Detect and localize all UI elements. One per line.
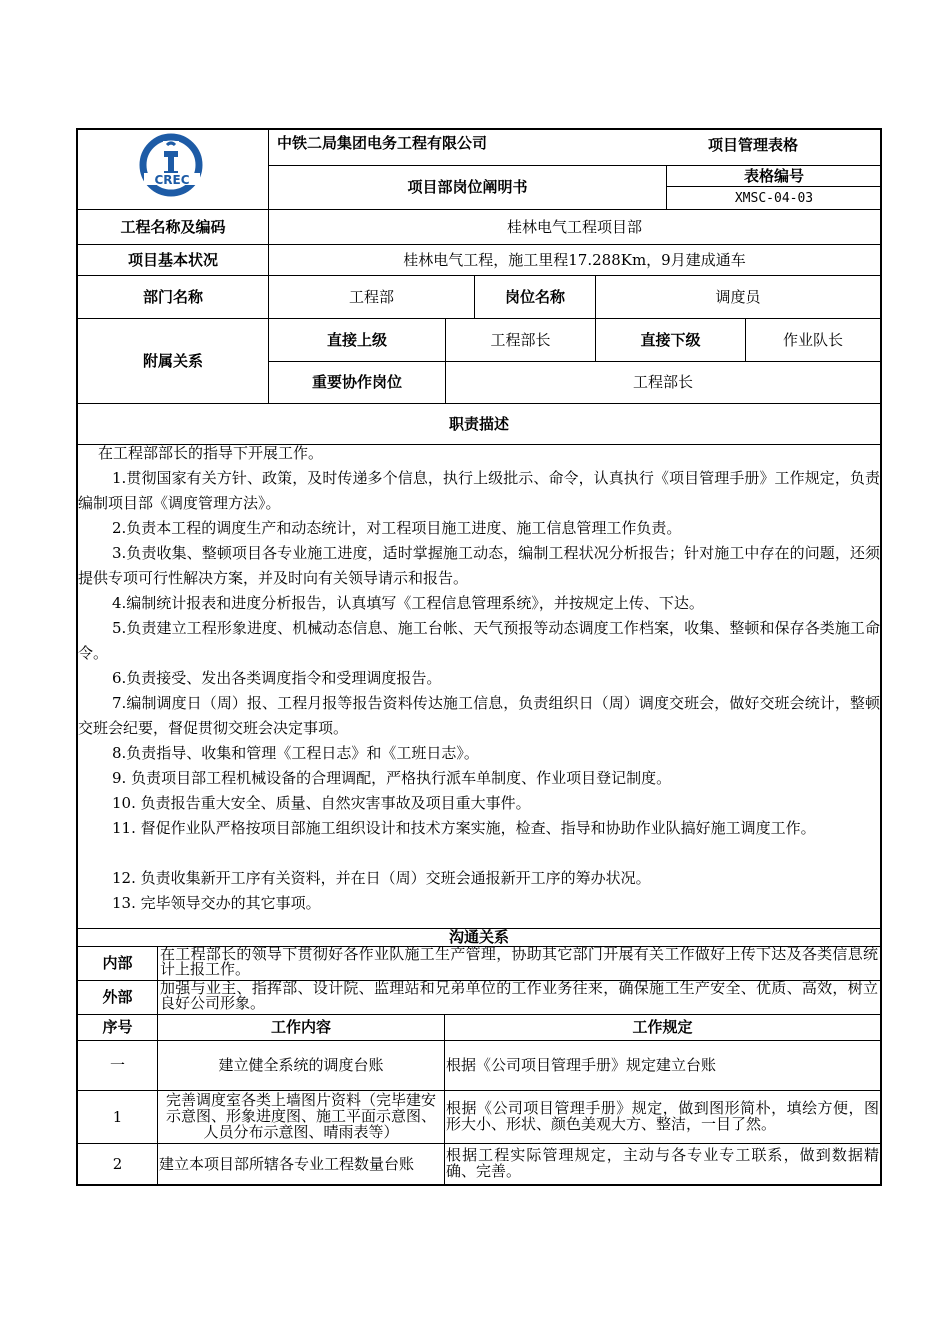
- subordinate-value: 作业队长: [782, 330, 843, 349]
- duty-item-8: 8.负责指导、收集和管理《工程日志》和《工班日志》。: [112, 744, 479, 762]
- col-header-content: 工作内容: [270, 1018, 331, 1036]
- subordinate-label: 直接下级: [640, 330, 701, 349]
- dept-value: 工程部: [348, 287, 394, 306]
- duty-item-1: 1.贯彻国家有关方针、政策，及时传递多个信息，执行上级批示、命令，认真执行《项目管理手册》工作规定，负责编制项目部《调度管理方法》。: [78, 469, 880, 512]
- status-label: 项目基本状况: [127, 250, 218, 269]
- form-number-label: 表格编号: [743, 166, 804, 185]
- duty-item-5: 5.负责建立工程形象进度、机械动态信息、施工台帐、天气预报等动态调度工作档案，收集、整顿和保存各类施工命令。: [78, 619, 880, 662]
- duty-item-6: 6.负责接受、发出各类调度指令和受理调度报告。: [112, 669, 442, 687]
- dept-label: 部门名称: [142, 287, 203, 306]
- duty-item-10: 10. 负责报告重大安全、质量、自然灾害事故及项目重大事件。: [112, 794, 531, 812]
- row-3-content: 建立本项目部所辖各专业工程数量台账: [159, 1154, 415, 1173]
- post-value: 调度员: [715, 287, 761, 306]
- external-label: 外部: [102, 988, 133, 1006]
- superior-label: 直接上级: [326, 330, 387, 349]
- duty-item-4: 4.编制统计报表和进度分析报告，认真填写《工程信息管理系统》，并按规定上传、下达。: [112, 594, 704, 612]
- company-name: 中铁二局集团电务工程有限公司: [277, 133, 488, 152]
- coop-label: 重要协作岗位: [311, 373, 402, 391]
- duties-title: 职责描述: [448, 414, 509, 433]
- form-category: 项目管理表格: [707, 135, 798, 154]
- row-3-rule: 根据工程实际管理规定，主动与各专业专工联系，做到数据精确、完善。: [446, 1146, 879, 1180]
- form-number: XMSC-04-03: [734, 190, 814, 206]
- post-label: 岗位名称: [504, 287, 565, 306]
- duty-item-11: 11. 督促作业队严格按项目部施工组织设计和技术方案实施，检查、指导和协助作业队搞好施工调度工作。: [112, 819, 816, 837]
- row-3-no: 2: [112, 1154, 123, 1173]
- project-name: 桂林电气工程项目部: [506, 217, 642, 236]
- duty-item-7: 7.编制调度日（周）报、工程月报等报告资料传达施工信息，负责组织日（周）调度交班会，做好交班会统计，整顿交班会纪要，督促贯彻交班会决定事项。: [78, 694, 880, 737]
- duty-item-9: 9. 负责项目部工程机械设备的合理调配，严格执行派车单制度、作业项目登记制度。: [112, 769, 672, 787]
- row-1-no: 一: [109, 1056, 125, 1074]
- coop-value: 工程部长: [632, 373, 693, 391]
- row-2-content: 完善调度室各类上墙图片资料（完毕建安示意图、形象进度图、施工平面示意图、人员分布示意图、晴雨表等）: [165, 1091, 436, 1141]
- internal-relation: 在工程部长的领导下贯彻好各作业队施工生产管理，协助其它部门开展有关工作做好上传下达及各类信息统计上报工作。: [160, 945, 878, 978]
- row-2-rule: 根据《公司项目管理手册》规定，做到图形简朴，填绘方便，图形大小、形状、颜色美观大方、整洁，一目了然。: [446, 1099, 879, 1133]
- row-1-rule: 根据《公司项目管理手册》规定建立台账: [446, 1056, 717, 1074]
- duty-item-2: 2.负责本工程的调度生产和动态统计，对工程项目施工进度、施工信息管理工作负责。: [112, 519, 682, 537]
- col-header-no: 序号: [102, 1018, 133, 1036]
- duty-intro: 在工程部部长的指导下开展工作。: [98, 444, 324, 462]
- row-2-no: 1: [112, 1107, 123, 1126]
- svg-text:CREC: CREC: [154, 173, 190, 187]
- row-1-content: 建立健全系统的调度台账: [218, 1056, 384, 1074]
- superior-value: 工程部长: [490, 330, 551, 349]
- duty-item-13: 13. 完毕领导交办的其它事项。: [112, 894, 321, 912]
- duty-item-3: 3.负责收集、整顿项目各专业施工进度，适时掌握施工动态，编制工程状况分析报告；针对施工中存在的问题，还须提供专项可行性解决方案，并及时向有关领导请示和报告。: [78, 544, 880, 587]
- company-logo: [134, 133, 210, 205]
- col-header-rule: 工作规定: [632, 1018, 693, 1036]
- internal-label: 内部: [102, 954, 133, 972]
- project-status: 桂林电气工程，施工里程17.288Km，9月建成通车: [403, 250, 746, 269]
- crec-logo-icon: [134, 133, 210, 205]
- project-name-label: 工程名称及编码: [120, 217, 226, 236]
- doc-title: 项目部岗位阐明书: [407, 178, 528, 196]
- duty-item-12: 12. 负责收集新开工序有关资料，并在日（周）交班会通报新开工序的筹办状况。: [112, 869, 651, 887]
- external-relation: 加强与业主、指挥部、设计院、监理站和兄弟单位的工作业务往来，确保施工生产安全、优质、高效，树立良好公司形象。: [160, 979, 878, 1012]
- relation-label: 附属关系: [142, 351, 203, 370]
- communication-title: 沟通关系: [448, 927, 509, 946]
